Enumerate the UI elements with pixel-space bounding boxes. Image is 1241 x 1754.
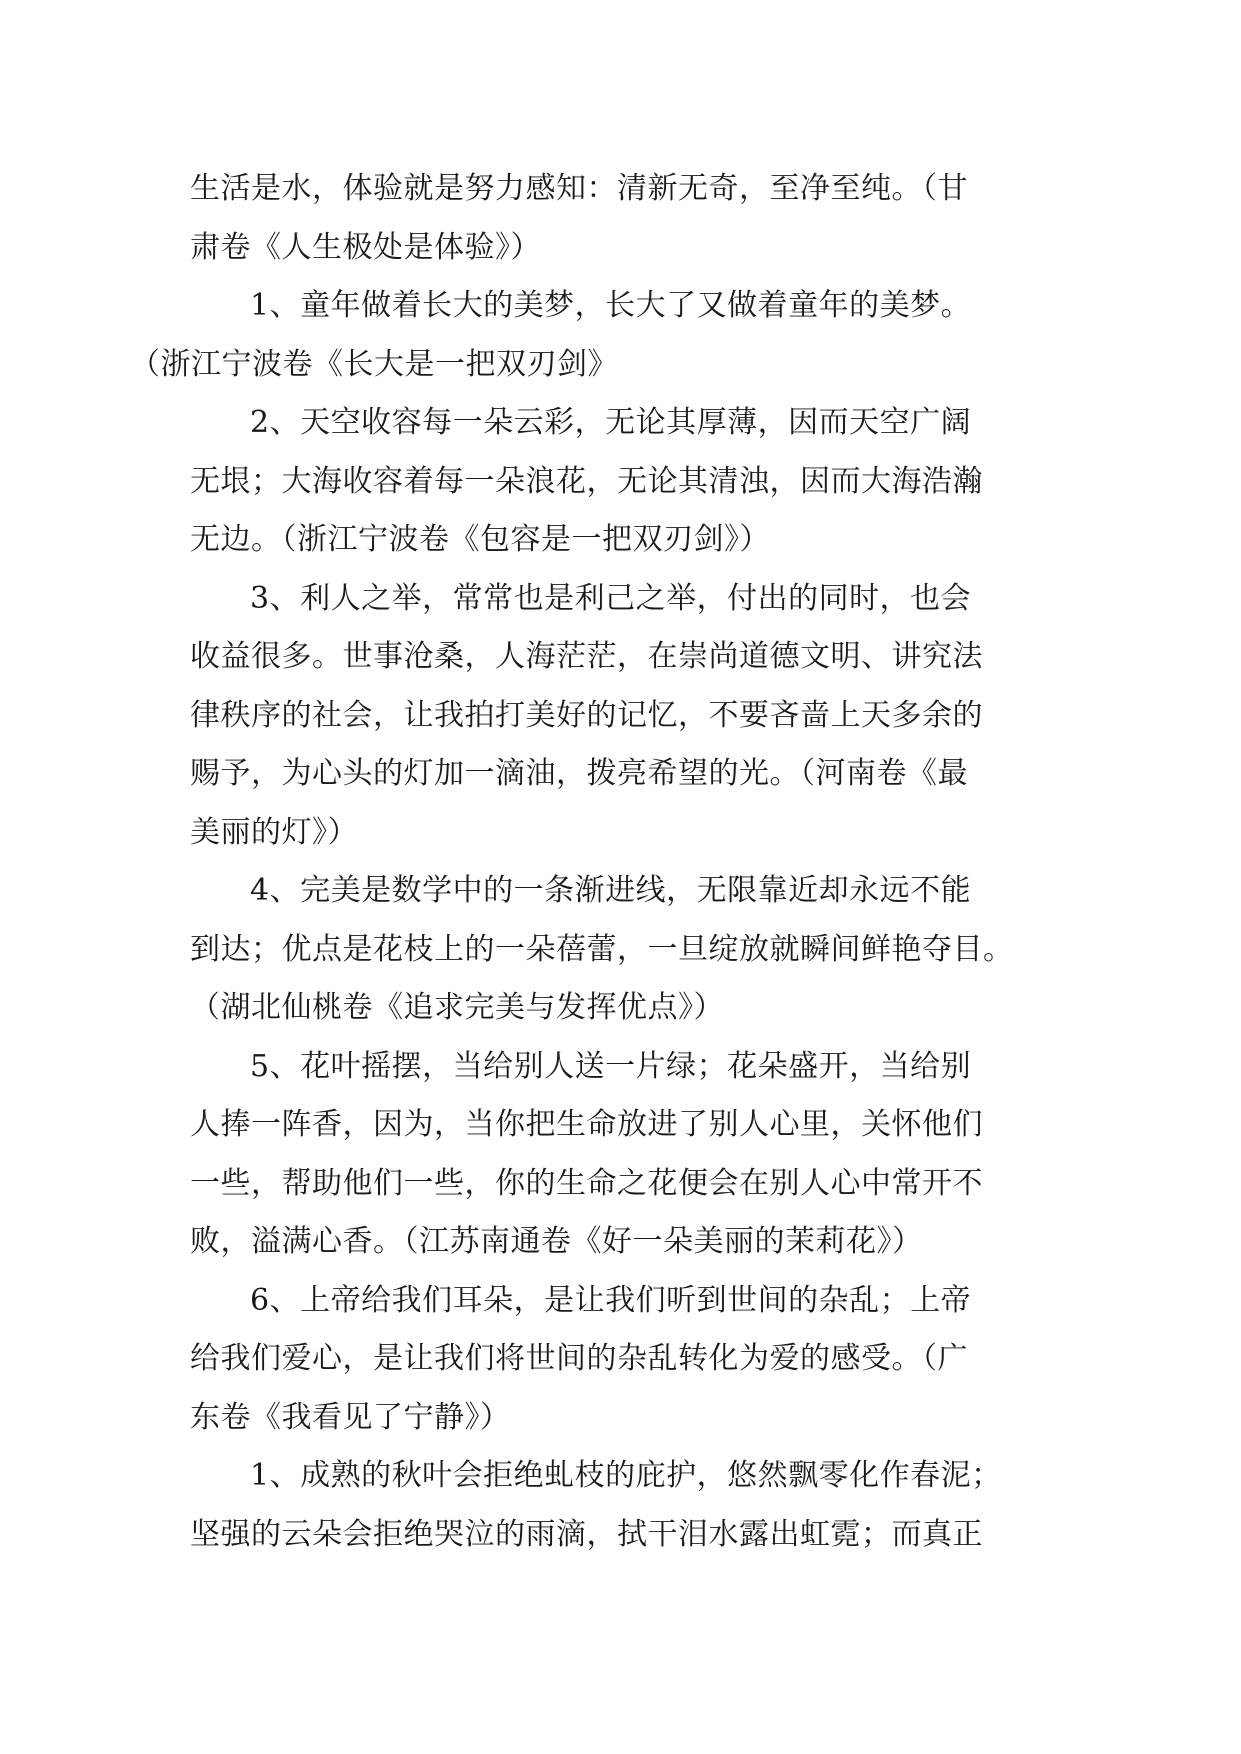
text-line: 美丽的灯》） <box>190 814 358 850</box>
text-line: 2、天空收容每一朵云彩，无论其厚薄，因而天空广阔 <box>250 405 972 440</box>
text-line: 败，溢满心香。（江苏南通卷《好一朵美丽的茉莉花》） <box>190 1224 923 1259</box>
paragraph-quote-4 <box>190 862 1052 1038</box>
text-line: 1、成熟的秋叶会拒绝虬枝的庇护，悠然飘零化作春泥； <box>250 1458 1002 1493</box>
text-line: 律秩序的社会，让我拍打美好的记忆，不要吝啬上天多余的 <box>190 697 983 733</box>
paragraph-quote-2 <box>190 394 1052 570</box>
text-line: 人捧一阵香，因为，当你把生命放进了别人心里，关怀他们 <box>190 1107 983 1142</box>
text-line: 3、利人之举，常常也是利己之举，付出的同时，也会 <box>250 580 972 616</box>
text-line: 6、上帝给我们耳朵，是让我们听到世间的杂乱；上帝 <box>250 1282 972 1318</box>
text-line: 到达；优点是花枝上的一朵蓓蕾，一旦绽放就瞬间鲜艳夺目。 <box>190 931 1014 967</box>
text-line: （湖北仙桃卷《追求完美与发挥优点》） <box>190 990 724 1025</box>
text-line: 给我们爱心，是让我们将世间的杂乱转化为爱的感受。（广 <box>190 1341 968 1376</box>
paragraph-quote-1 <box>130 277 1052 394</box>
text-line: 生活是水，体验就是努力感知：清新无奇，至净至纯。（甘 <box>190 171 968 206</box>
text-line: 无边。（浙江宁波卷《包容是一把双刃剑》） <box>190 522 770 557</box>
text-line: 1、童年做着长大的美梦，长大了又做着童年的美梦。 <box>250 288 972 323</box>
text-line: 无垠；大海收容着每一朵浪花，无论其清浊，因而大海浩瀚 <box>190 463 983 499</box>
text-line: 赐予，为心头的灯加一滴油，拨亮希望的光。（河南卷《最 <box>190 756 968 791</box>
text-line: （浙江宁波卷《长大是一把双刃剑》 <box>130 346 618 382</box>
text-line: 肃卷《人生极处是体验》） <box>190 229 541 265</box>
document-body <box>130 160 1052 1564</box>
text-line: 东卷《我看见了宁静》） <box>190 1399 511 1435</box>
paragraph-intro <box>190 160 1052 277</box>
paragraph-quote-7 <box>190 1447 1052 1564</box>
text-line: 5、花叶摇摆，当给别人送一片绿；花朵盛开，当给别 <box>250 1048 972 1084</box>
paragraph-quote-5 <box>190 1038 1052 1272</box>
text-line: 坚强的云朵会拒绝哭泣的雨滴，拭干泪水露出虹霓；而真正 <box>190 1516 983 1552</box>
paragraph-quote-3 <box>190 570 1052 863</box>
paragraph-quote-6 <box>190 1272 1052 1448</box>
text-line: 4、完美是数学中的一条渐进线，无限靠近却永远不能 <box>250 873 972 908</box>
text-line: 收益很多。世事沧桑，人海茫茫，在崇尚道德文明、讲究法 <box>190 639 983 674</box>
text-line: 一些，帮助他们一些，你的生命之花便会在别人心中常开不 <box>190 1165 983 1201</box>
